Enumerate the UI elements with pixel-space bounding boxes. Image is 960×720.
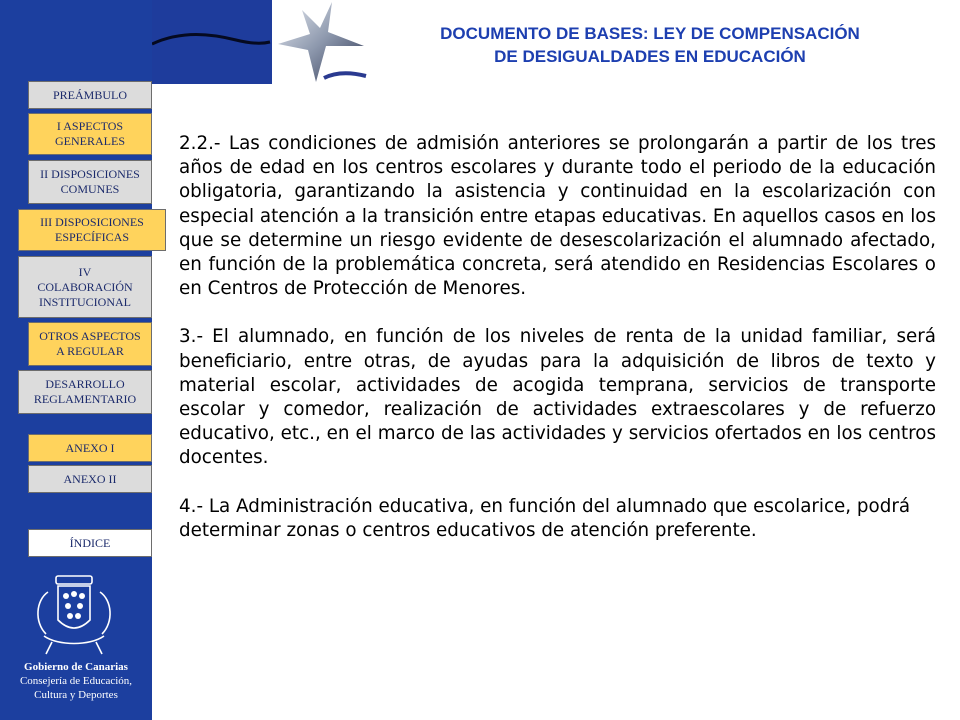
nav-label: PREÁMBULO (52, 87, 127, 102)
nav-label: GENERALES (55, 134, 125, 148)
nav-label: REGLAMENTARIO (33, 392, 137, 406)
paragraph-4: 4.- La Administración educativa, en función del alumnado que escolarice, podrá determinar zonas o centros educativos de atención preferente. (179, 495, 911, 541)
department-line1: Consejería de Educación, (19, 675, 133, 687)
nav-otros-aspectos[interactable] (28, 322, 152, 366)
emblem-motto: OCEANO (63, 579, 85, 585)
nav-aspectos-generales[interactable] (28, 113, 152, 155)
nav-label: ANEXO II (63, 471, 117, 486)
nav-label: INSTITUCIONAL (39, 294, 131, 309)
star-icon (272, 0, 372, 90)
nav-label: II DISPOSICIONES (40, 167, 140, 181)
wave-icon (152, 0, 272, 84)
paragraph-2-2: 2.2.- Las condiciones de admisión anteriores se prolongarán a partir de los tres años de edad en los centros escolares y durante todo el periodo de la educación obligatoria, garantizando la asistencia y continuidad en la escolarización con especial atención a la transición entre etapas educativas. En aquellos casos en los que se determine un riesgo evidente de desescolarización el alumnado afectado, en función de la problemática concreta, será atendido en Residencias Escolares o en Centros de Protección de Menores. (179, 133, 936, 300)
nav-desarrollo-reglamentario[interactable] (18, 370, 152, 414)
document-body (179, 132, 936, 543)
page-title-line2: DE DESIGUALDADES EN EDUCACIÓN (494, 47, 806, 66)
nav-label: DESARROLLO (45, 377, 125, 391)
nav-label: I ASPECTOS (56, 119, 124, 133)
government-name: Gobierno de Canarias (24, 661, 128, 673)
nav-anexo-ii[interactable] (28, 465, 152, 493)
nav-label: COLABORACIÓN (37, 279, 133, 294)
nav-anexo-i[interactable] (28, 434, 152, 462)
nav-preambulo[interactable] (28, 81, 152, 109)
page-title-line1: DOCUMENTO DE BASES: LEY DE COMPENSACIÓN (440, 24, 860, 43)
nav-label: ÍNDICE (69, 535, 111, 550)
nav-disposiciones-especificas[interactable] (18, 209, 166, 251)
canarias-emblem-icon (18, 572, 130, 658)
nav-label: ESPECÍFICAS (54, 230, 130, 244)
nav-label: OTROS ASPECTOS (39, 329, 141, 343)
nav-label: IV (78, 264, 92, 279)
banner-wave (152, 0, 272, 84)
nav-label: A REGULAR (56, 344, 124, 358)
nav-label: ANEXO I (65, 440, 115, 455)
nav-colaboracion-institucional[interactable] (18, 256, 152, 318)
nav-label: III DISPOSICIONES (40, 215, 144, 229)
page-title (372, 22, 928, 68)
nav-indice[interactable] (28, 529, 152, 557)
nav-label: COMUNES (60, 182, 120, 196)
nav-disposiciones-comunes[interactable] (28, 160, 152, 204)
department-line2: Cultura y Deportes (34, 689, 118, 701)
government-logo (0, 660, 152, 702)
paragraph-3: 3.- El alumnado, en función de los niveles de renta de la unidad familiar, será beneficiario, entre otras, de ayudas para la adquisición de libros de texto y material escolar, actividades de acogida temprana, servicios de transporte escolar y comedor, realización de actividades extraescolares y de refuerzo educativo, etc., en el marco de las actividades y servicios ofertados en los centros docentes. (179, 326, 936, 469)
